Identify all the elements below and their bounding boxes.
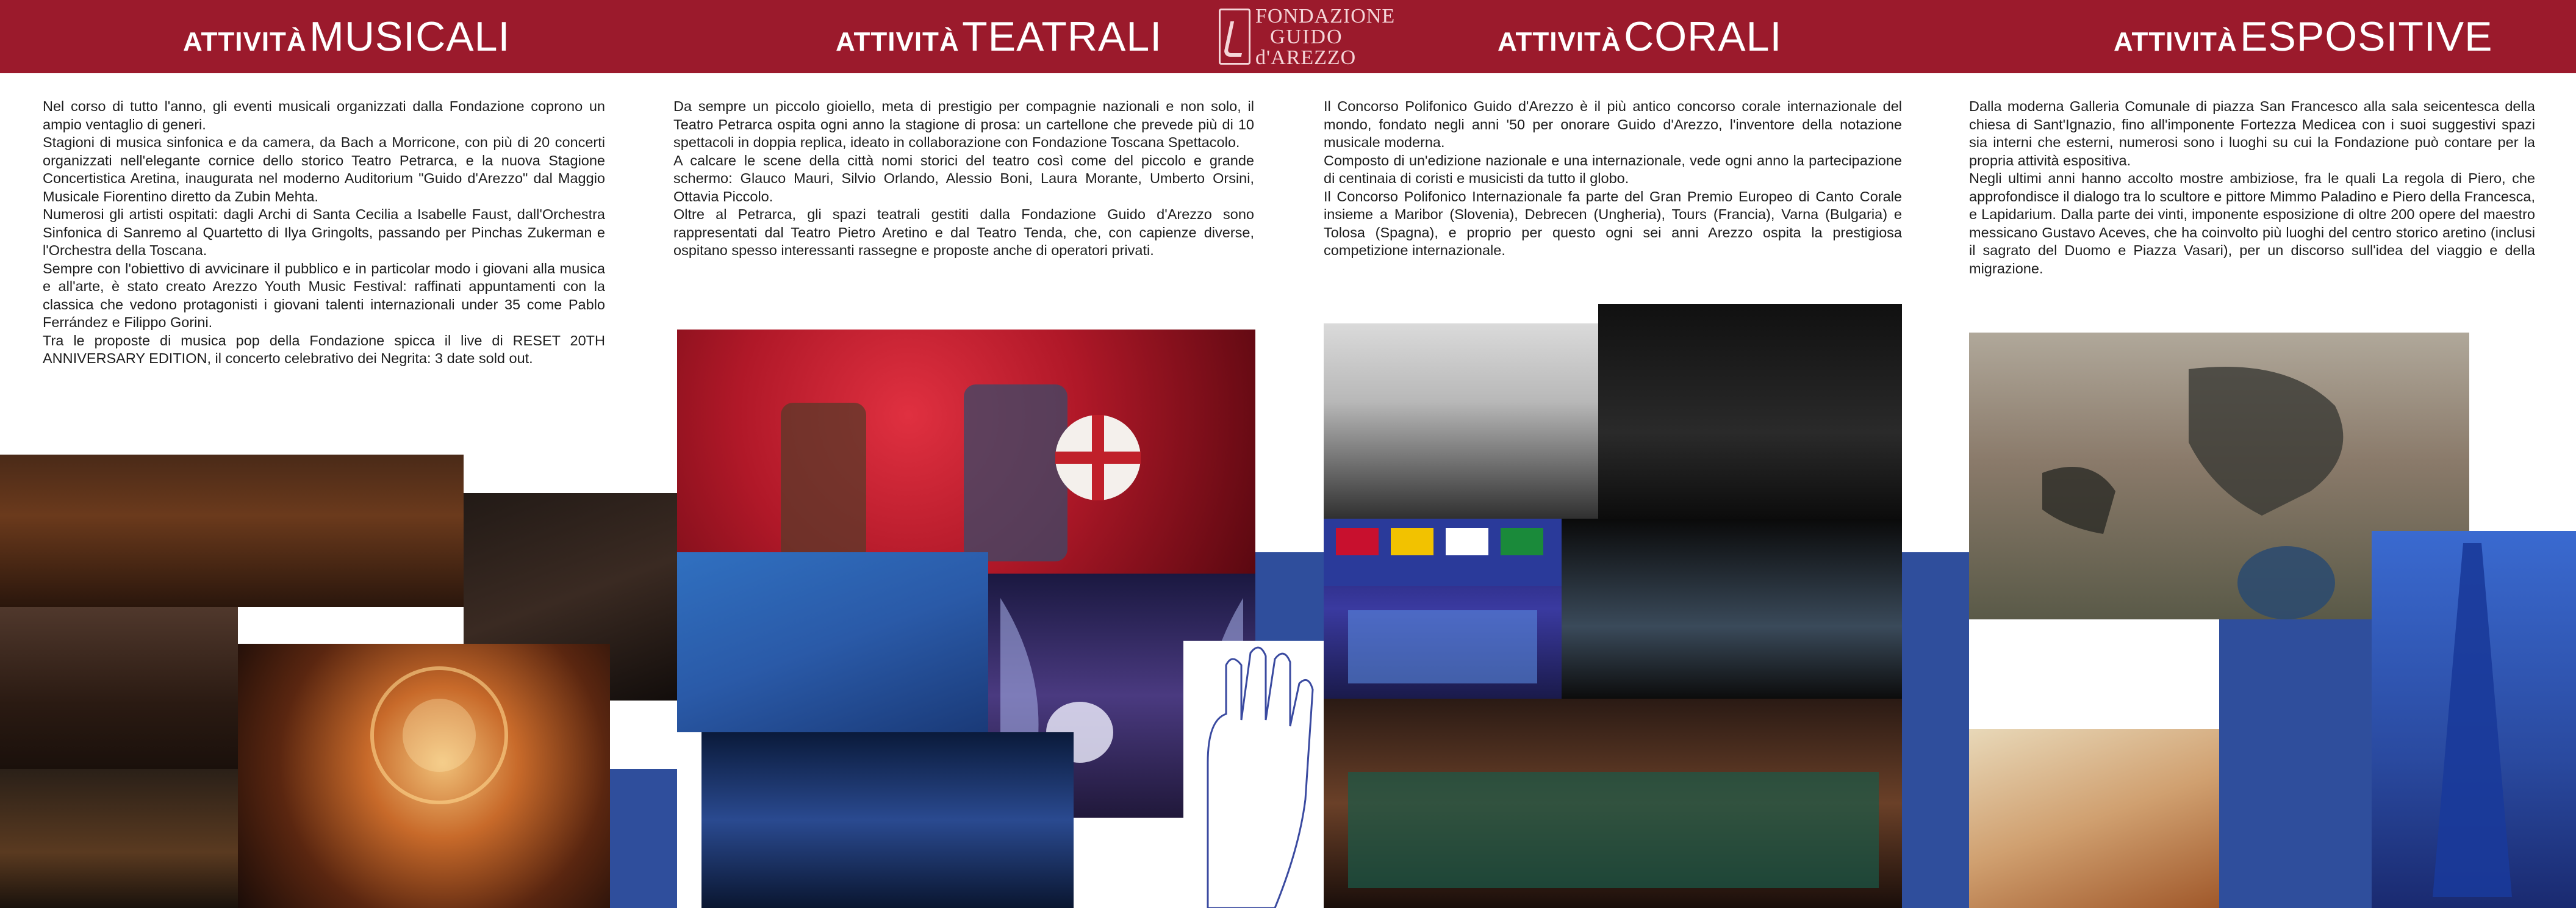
female-choir-photo (1324, 699, 1902, 908)
dancers-photo (701, 732, 1074, 908)
male-choir-photo (1598, 304, 1902, 519)
blue-background-block (1902, 552, 1969, 908)
section-title-espositive: ATTIVITÀ ESPOSITIVE (2114, 13, 2493, 60)
flags-choir-photo (1324, 519, 1562, 699)
paragraph: Nel corso di tutto l'anno, gli eventi musicali organizzati dalla Fondazione coprono un ampio ventaglio di generi. (43, 98, 605, 132)
paragraph: Sempre con l'obiettivo di avvicinare il pubblico e in particolar modo i giovani alla musica e all'arte, è stato creato Arezzo Youth Music Festival: raffinati appuntamenti con la classica che vedono protagonisti i giovani talenti internazionali under 35 come Pablo Ferrández e Filippo Gorini. (43, 260, 605, 330)
paragraph: Il Concorso Polifonico Guido d'Arezzo è il più antico concorso corale internazionale del mondo, fondato negli anni '50 per onorare Guido d'Arezzo, l'inventore della notazione musicale moderna. (1324, 98, 1902, 150)
stage-lights-icon (238, 644, 610, 908)
theatre-comedy-photo (677, 330, 1255, 574)
fondazione-logo: FONDAZIONE GUIDO d'AREZZO (1219, 5, 1360, 70)
musicali-text (43, 98, 605, 368)
blue-tower-sculpture-photo (2372, 531, 2576, 908)
stage-actors-icon (677, 330, 1255, 574)
section-title-corali: ATTIVITÀ CORALI (1498, 13, 1782, 60)
singers-stage-photo (1562, 519, 1902, 699)
rock-concert-photo (238, 644, 610, 908)
paragraph: Il Concorso Polifonico Internazionale fa parte del Gran Premio Europeo di Canto Corale insieme a Maribor (Slovenia), Debrecen (Ungheria), Tours (Francia), Varna (Bulgaria) e Tolosa (Spagna), e proprio per questo ogni sei anni Arezzo ospita la prestigiosa competizione internazionale. (1324, 188, 1902, 258)
paragraph: A calcare le scene della città nomi storici del teatro così come del piccolo e grande schermo: Glauco Mauri, Silvio Orlando, Alessio Boni, Laura Morante, Umberto Orsini, Ottavia Piccolo. (673, 152, 1254, 204)
paragraph: Negli ultimi anni hanno accolto mostre ambiziose, fra le quali La regola di Piero, che approfondisce il dialogo tra lo scultore e pittore Mimmo Paladino e Piero della Francesca, e Lapidarium. Dalla parte dei vinti, imponente esposizione di oltre 200 opere del maestro messicano Gustavo Aceves, che ha coinvolto più luoghi del centro storico aretino (inclusi il sagrato del Duomo e Piazza Vasari), per un discorso sull'idea del viaggio e della migrazione. (1969, 170, 2535, 276)
espositive-text (1969, 98, 2535, 278)
section-title-teatrali: ATTIVITÀ TEATRALI (836, 13, 1163, 60)
illustration-photo (1969, 729, 2219, 908)
corali-text (1324, 98, 1902, 260)
guidonian-hand-drawing (1183, 641, 1342, 908)
blue-tower-icon (2372, 531, 2576, 908)
flags-icon (1324, 519, 1562, 699)
choir-rehearsal-photo (1324, 323, 1598, 519)
section-title-musicali: ATTIVITÀ MUSICALI (183, 13, 511, 60)
paragraph: Dalla moderna Galleria Comunale di piazza San Francesco alla sala seicentesca della chiesa di Sant'Ignazio, fino all'imponente Fortezza Medicea con i suoi suggestivi spazi sia interni che esterni, numerosi sono i luoghi su cui la Fondazione può contare per la propria attività espositiva. (1969, 98, 2535, 168)
guido-hand-logo-icon (1219, 9, 1250, 65)
pianist-photo (0, 769, 238, 908)
teatrali-text (673, 98, 1254, 260)
paragraph: Tra le proposte di musica pop della Fondazione spicca il live di RESET 20TH ANNIVERSARY EDITION, il concerto celebrativo dei Negrita: 3 date sold out. (43, 332, 605, 366)
actor-monologue-photo (677, 552, 988, 732)
conductor-photo (0, 607, 238, 769)
header-bar (0, 0, 2576, 73)
paragraph: Numerosi gli artisti ospitati: dagli Archi di Santa Cecilia a Isabelle Faust, dall'Orchestra Sinfonica di Sanremo al Quartetto di Ilya Gringolts, passando per Pinchas Zukerman e l'Orchestra della Toscana. (43, 206, 605, 258)
choir-row-icon (1324, 699, 1902, 908)
paragraph: Stagioni di musica sinfonica e da camera, da Bach a Morricone, con più di 20 concerti organizzati nell'elegante cornice dello storico Teatro Petrarca, e la nuova Stagione Concertistica Aretina, inaugurata nel moderno Auditorium "Guido d'Arezzo" dal Maggio Musicale Fiorentino diretto da Zubin Mehta. (43, 134, 605, 204)
paragraph: Oltre al Petrarca, gli spazi teatrali gestiti dalla Fondazione Guido d'Arezzo sono rappresentati dal Teatro Pietro Aretino e dal Teatro Tenda, che, con capienze diverse, ospitano spesso interessanti rassegne e proposte anche di operatori privati. (673, 206, 1254, 258)
guidonian-hand-icon (1183, 641, 1342, 908)
paragraph: Da sempre un piccolo gioiello, meta di prestigio per compagnie nazionali e non solo, il Teatro Petrarca ospita ogni anno la stagione di prosa: un cartellone che prevede più di 10 spettacoli in doppia replica, ideato in collaborazione con Fondazione Toscana Spettacolo. (673, 98, 1254, 150)
paragraph: Composto di un'edizione nazionale e una internazionale, vede ogni anno la partecipazione di centinaia di coristi e musicisti da tutto il globo. (1324, 152, 1902, 186)
orchestra-photo (0, 455, 464, 607)
